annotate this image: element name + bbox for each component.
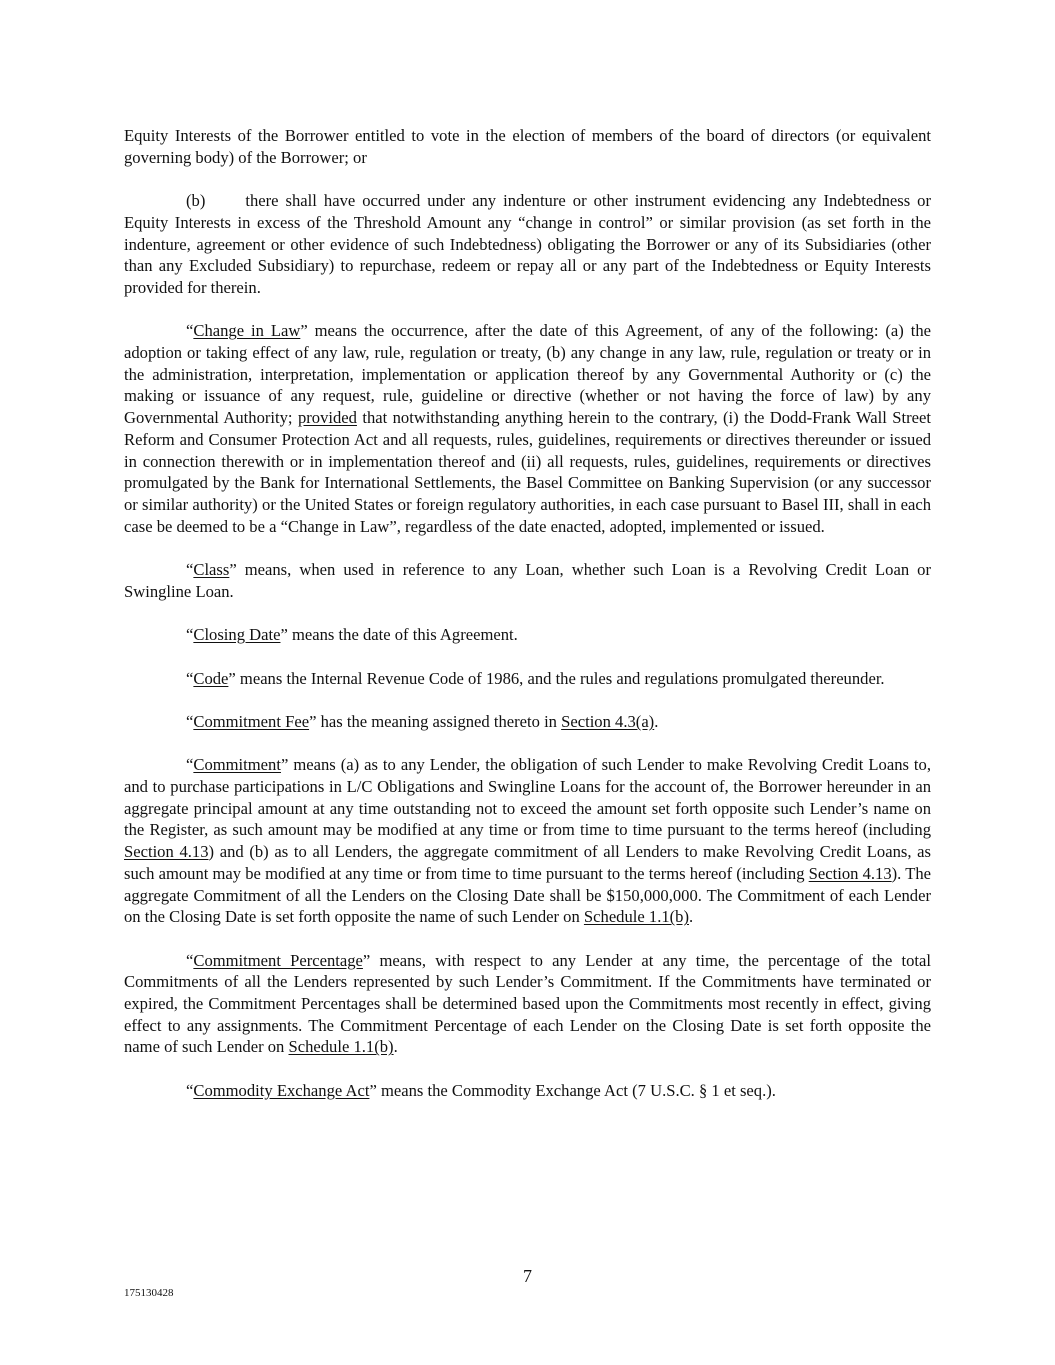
definition-change-in-law	[124, 320, 931, 537]
paragraph-clause-b	[124, 190, 931, 299]
definition-text: ” means, when used in reference to any Loan, whether such Loan is a Revolving Credit Loan or Swingline Loan.	[124, 560, 931, 601]
open-quote: “	[186, 625, 194, 645]
paragraph-text: there shall have occurred under any indenture or other instrument evidencing any Indebtedness or Equity Interests in excess of the Threshold Amount any “change in control” or similar provision (as set forth in the indenture, agreement or other evidence of such Indebtedness) obligating the Borrower or any of its Subsidiaries (other than any Excluded Subsidiary) to repurchase, redeem or repay all or any part of the Indebtedness or Equity Interests provided for therein.	[124, 191, 931, 297]
open-quote: “	[186, 668, 194, 688]
definition-commitment-fee	[124, 711, 931, 733]
defined-term: Class	[193, 560, 230, 580]
schedule-reference: Schedule 1.1(b)	[288, 1037, 394, 1057]
open-quote: “	[186, 950, 194, 970]
definition-commitment-percentage	[124, 950, 931, 1059]
definition-text: ” means the Internal Revenue Code of 1986, and the rules and regulations promulgated thereunder.	[228, 668, 885, 688]
definition-text: ” means the date of this Agreement.	[280, 625, 518, 645]
provided-term: provided	[297, 408, 357, 428]
definition-text: ” means the Commodity Exchange Act (7 U.S.C. § 1 et seq.).	[369, 1080, 776, 1100]
open-quote: “	[186, 560, 194, 580]
definition-commitment	[124, 754, 931, 928]
definition-text: ). The aggregate Commitment of all the Lenders on the Closing Date shall be $150,000,000. The Commitment of each Lender on the Closing Date is set forth opposite the name of such Lender on	[124, 863, 931, 927]
open-quote: “	[186, 321, 194, 341]
definition-closing-date	[124, 624, 931, 646]
document-body	[124, 125, 931, 1123]
open-quote: “	[186, 711, 194, 731]
paragraph-text: Equity Interests of the Borrower entitled to vote in the election of members of the board of directors (or equivalent governing body) of the Borrower; or	[124, 126, 931, 167]
defined-term: Commitment Fee	[193, 711, 310, 731]
definition-commodity-exchange-act	[124, 1080, 931, 1102]
defined-term: Code	[193, 668, 229, 688]
definition-code	[124, 668, 931, 690]
defined-term: Closing Date	[193, 625, 281, 645]
definition-text: ” means (a) as to any Lender, the obligation of such Lender to make Revolving Credit Loans to, and to purchase participations in L/C Obligations and Swingline Loans for the account of, the Borrower hereunder in an aggregate principal amount at any time outstanding not to exceed the amount set forth opposite such Lender’s name on the Register, as such amount may be modified at any time or from time to time pursuant to the terms hereof (including	[124, 755, 931, 840]
paragraph-continuation	[124, 125, 931, 168]
defined-term: Commitment Percentage	[193, 950, 363, 970]
schedule-reference: Schedule 1.1(b)	[583, 907, 689, 927]
definition-text: ” means, with respect to any Lender at any time, the percentage of the total Commitments of all the Lenders represented by such Lender’s Commitment. If the Commitments have terminated or expired, the Commitment Percentages shall be determined based upon the Commitments most recently in effect, giving effect to any assignments. The Commitment Percentage of each Lender on the Closing Date is set forth opposite the name of such Lender on	[124, 950, 931, 1057]
page-number: 7	[523, 1266, 532, 1286]
definition-text: .	[654, 711, 659, 731]
definition-text: that notwithstanding anything herein to the contrary, (i) the Dodd-Frank Wall Street Reform and Consumer Protection Act and all requests, rules, guidelines, requirements or directives thereunder or issued in connection therewith or in implementation thereof and (ii) all requests, rules, guidelines, requirements or directives promulgated by the Bank for International Settlements, the Basel Committee on Banking Supervision (or any successor or similar authority) or the United States or foreign regulatory authorities, in each case pursuant to Basel III, shall in each case be deemed to be a “Change in Law”, regardless of the date enacted, adopted, implemented or issued.	[124, 408, 931, 536]
document-id: 175130428	[124, 1287, 174, 1299]
open-quote: “	[186, 755, 194, 775]
section-reference: Section 4.3(a)	[561, 711, 655, 731]
clause-label: (b)	[186, 191, 206, 211]
defined-term: Change in Law	[193, 321, 301, 341]
definition-text: .	[393, 1037, 398, 1057]
defined-term: Commodity Exchange Act	[193, 1080, 370, 1100]
definition-text: ” means the occurrence, after the date of this Agreement, of any of the following: (a) the adoption or taking effect of any law, rule, regulation or treaty, (b) any change in any law, rule, regulation or treaty or in the administration, interpretation, implementation or application thereof by any Governmental Authority or (c) the making or issuance of any request, rule, guideline or directive (whether or not having the force of law) by any Governmental Authority;	[124, 321, 931, 428]
definition-text: ” has the meaning assigned thereto in	[309, 711, 562, 731]
section-reference: Section 4.13	[124, 842, 209, 862]
definition-text: ) and (b) as to all Lenders, the aggregate commitment of all Lenders to make Revolving Credit Loans, as such amount may be modified at any time or from time to time pursuant to the terms hereof (including	[124, 842, 931, 883]
section-reference: Section 4.13	[808, 863, 892, 883]
definition-class	[124, 559, 931, 602]
open-quote: “	[186, 1080, 194, 1100]
definition-text: .	[689, 907, 694, 927]
defined-term: Commitment	[193, 755, 281, 775]
